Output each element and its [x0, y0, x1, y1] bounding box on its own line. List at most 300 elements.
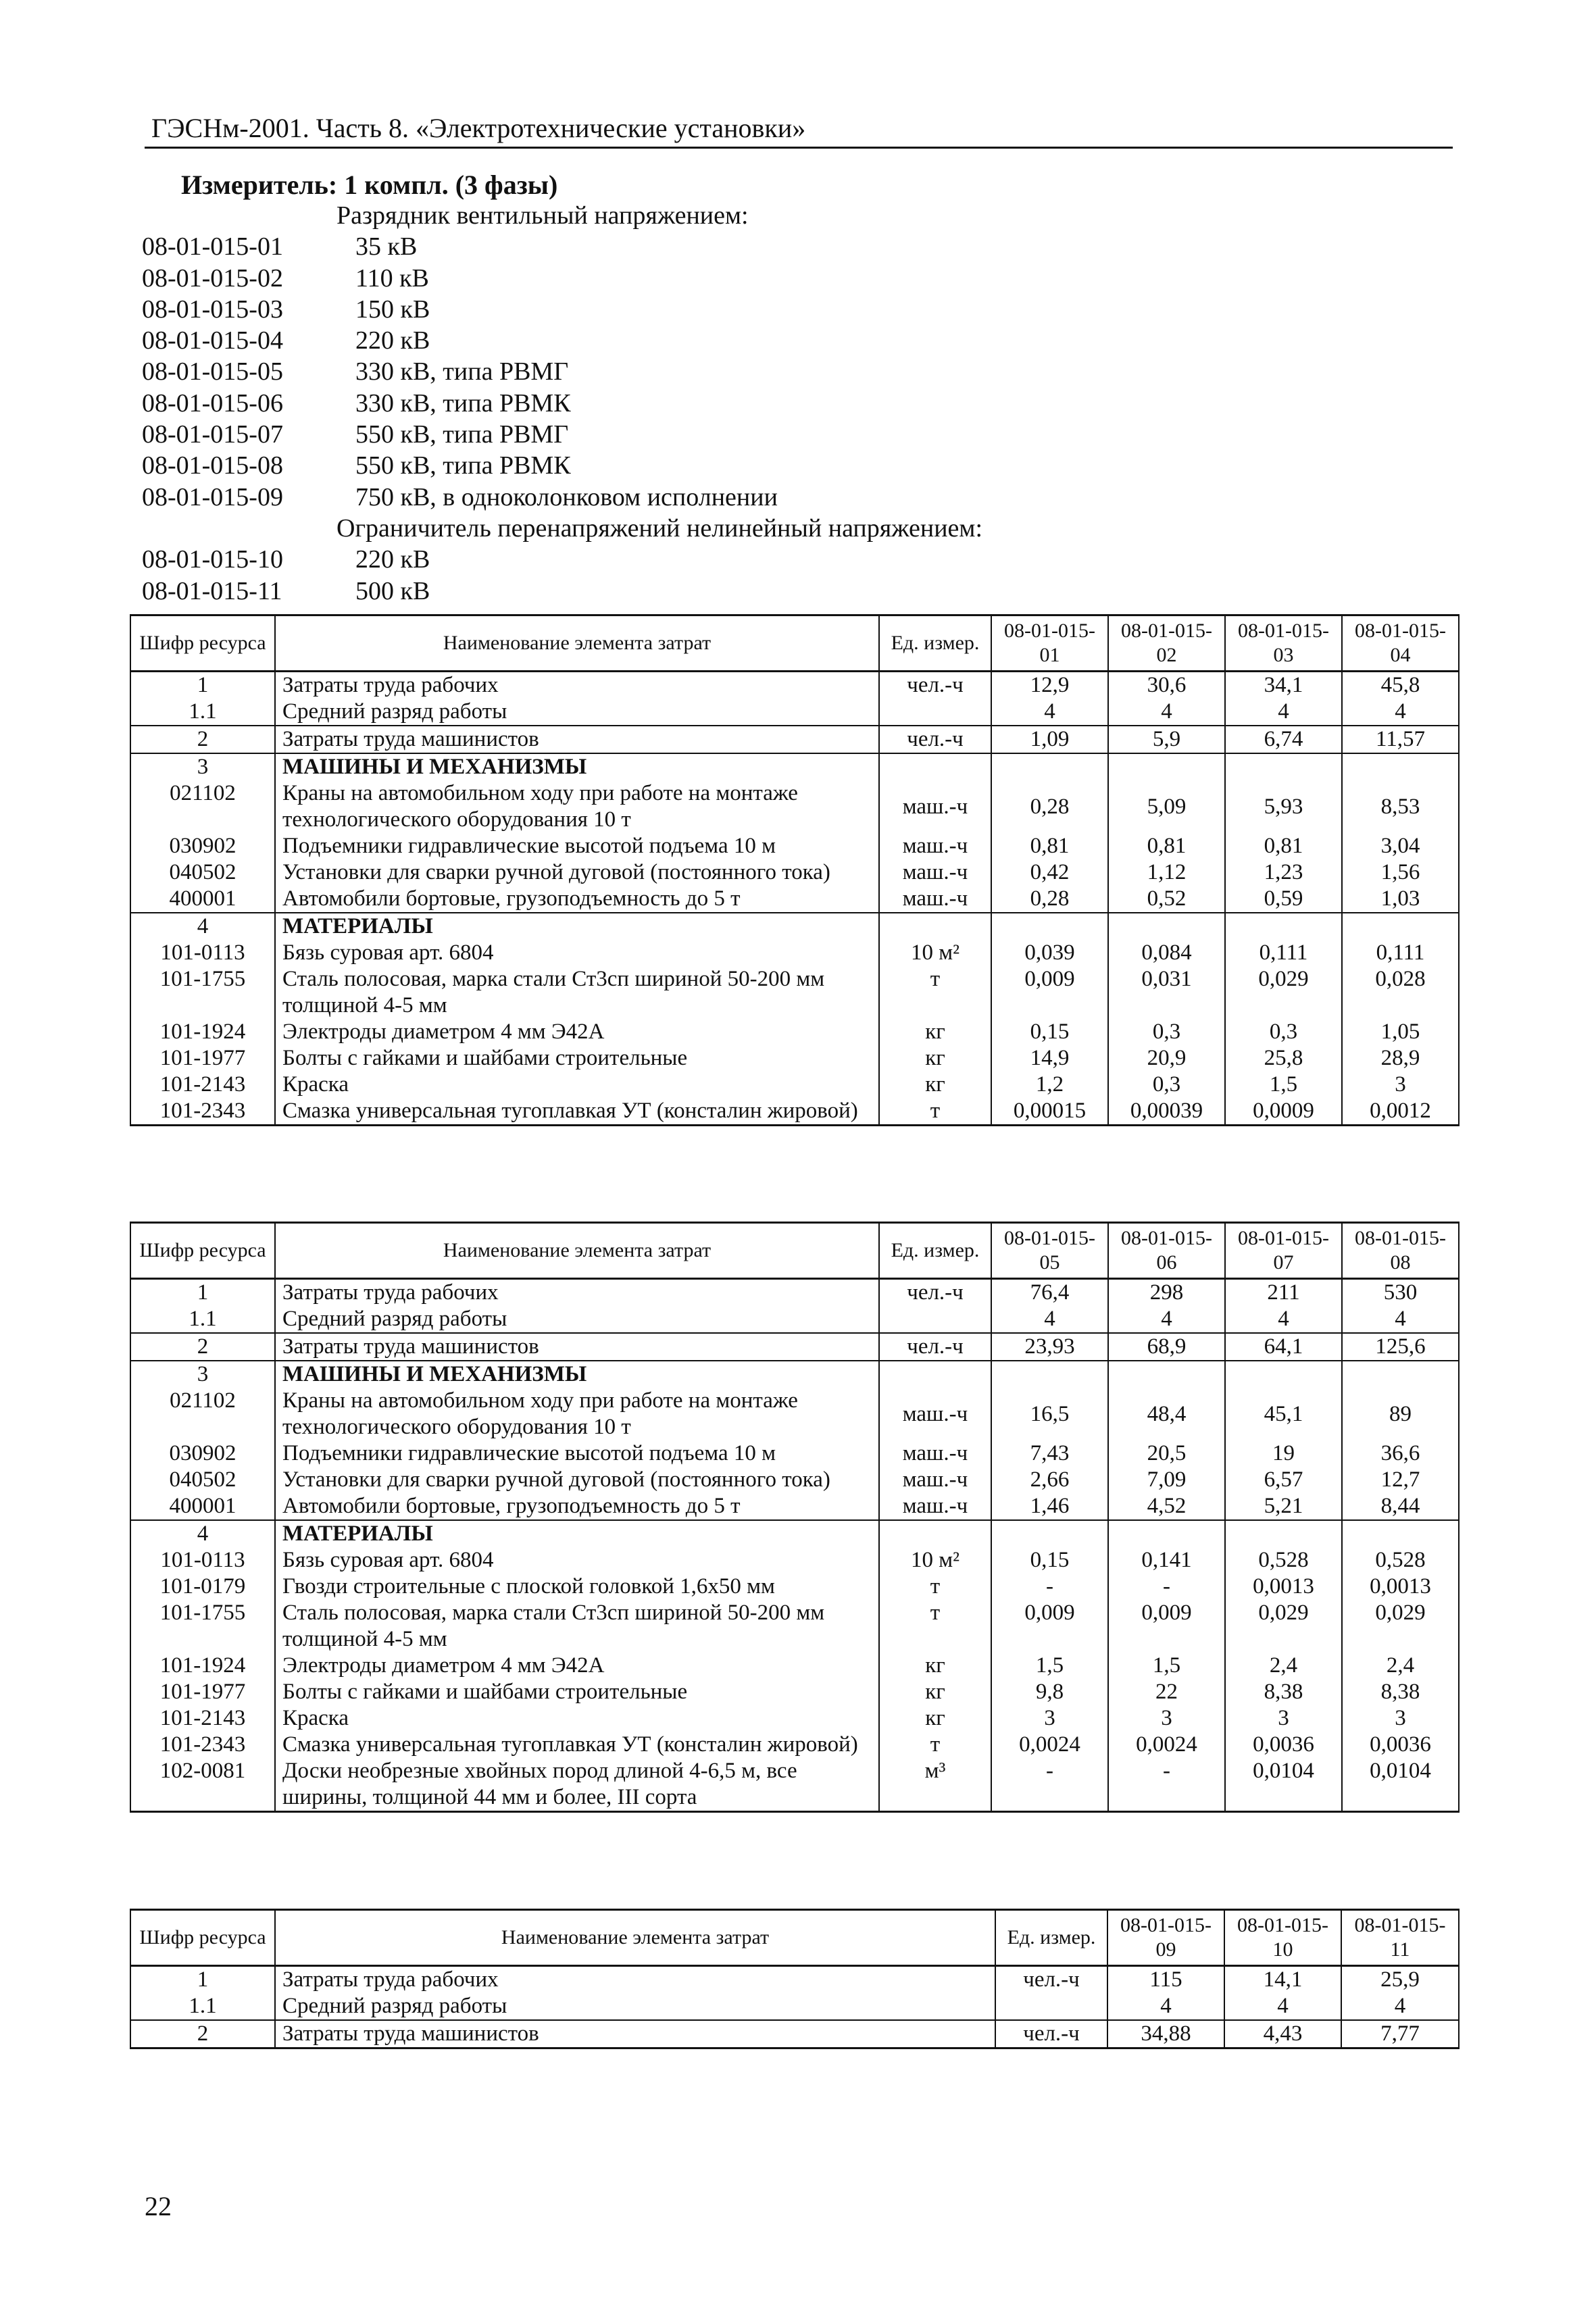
table-row	[130, 966, 1459, 1019]
norm-value: 0,00039	[1108, 1098, 1225, 1126]
norm-value: 5,9	[1108, 726, 1225, 753]
norm-value	[991, 1361, 1108, 1388]
norm-value: 5,21	[1225, 1493, 1342, 1520]
norm-value: 8,53	[1342, 780, 1459, 833]
resource-name: Доски необрезные хвойных пород длиной 4-6,5 м, все ширины, толщиной 44 мм и более, III сорта	[275, 1758, 879, 1812]
header-unit: Ед. измер.	[879, 615, 991, 672]
unit: чел.-ч	[879, 672, 991, 699]
resource-code: 101-1977	[130, 1679, 275, 1705]
resource-code: 3	[130, 753, 275, 780]
norm-value: 298	[1108, 1279, 1225, 1307]
table-row	[130, 1732, 1459, 1758]
norm-value	[1225, 1520, 1342, 1547]
unit: маш.-ч	[879, 1388, 991, 1440]
unit: маш.-ч	[879, 780, 991, 833]
code-id: 08-01-015-05	[142, 357, 283, 386]
table-row	[130, 1679, 1459, 1705]
norm-value: 0,0013	[1225, 1574, 1342, 1600]
norm-value: 16,5	[991, 1388, 1108, 1440]
norm-value: 68,9	[1108, 1333, 1225, 1361]
table-row	[130, 1388, 1459, 1440]
resource-code: 040502	[130, 859, 275, 886]
norm-value: 1,46	[991, 1493, 1108, 1520]
norm-value: -	[991, 1758, 1108, 1812]
norm-value: 4	[1108, 1306, 1225, 1333]
code-id: 08-01-015-01	[142, 232, 283, 261]
table-row	[130, 1574, 1459, 1600]
unit: кг	[879, 1045, 991, 1072]
resource-code: 101-0179	[130, 1574, 275, 1600]
resource-name: Средний разряд работы	[275, 1993, 995, 2020]
norm-value: 0,0009	[1225, 1098, 1342, 1126]
unit: чел.-ч	[879, 1279, 991, 1307]
norm-value: 0,028	[1342, 966, 1459, 1019]
code-group-title: Ограничитель перенапряжений нелинейный напряжением:	[336, 513, 983, 543]
norm-value: 4,43	[1224, 2020, 1341, 2048]
norm-value: 23,93	[991, 1333, 1108, 1361]
header-unit: Ед. измер.	[879, 1223, 991, 1279]
resource-name: Болты с гайками и шайбами строительные	[275, 1679, 879, 1705]
table-row	[130, 1966, 1459, 1994]
norm-value: 0,28	[991, 780, 1108, 833]
norm-value: 48,4	[1108, 1388, 1225, 1440]
norm-value	[1108, 753, 1225, 780]
unit: кг	[879, 1072, 991, 1098]
norm-value: 0,141	[1108, 1547, 1225, 1574]
table-row	[130, 913, 1459, 940]
norm-value: 2,4	[1225, 1653, 1342, 1679]
table-header-row	[130, 615, 1459, 672]
norm-value: 1,09	[991, 726, 1108, 753]
code-id: 08-01-015-06	[142, 388, 283, 418]
norm-value: 0,59	[1225, 886, 1342, 913]
norm-value: 4,52	[1108, 1493, 1225, 1520]
unit: чел.-ч	[879, 1333, 991, 1361]
header-norm-code: 08-01-015-03	[1225, 615, 1342, 672]
code-description: 220 кВ	[355, 326, 430, 355]
norm-value: 19	[1225, 1440, 1342, 1467]
table-row	[130, 1600, 1459, 1653]
table-row	[130, 672, 1459, 699]
norm-value: 115	[1107, 1966, 1224, 1994]
resource-name: МАШИНЫ И МЕХАНИЗМЫ	[275, 753, 879, 780]
norm-value: 0,15	[991, 1019, 1108, 1045]
resource-name: Смазка универсальная тугоплавкая УТ (консталин жировой)	[275, 1732, 879, 1758]
code-description: 550 кВ, типа РВМГ	[355, 420, 569, 449]
resource-code: 101-0113	[130, 1547, 275, 1574]
norm-value: 0,009	[1108, 1600, 1225, 1653]
unit: кг	[879, 1679, 991, 1705]
norm-value: 0,0036	[1342, 1732, 1459, 1758]
norm-value: 0,15	[991, 1547, 1108, 1574]
code-description: 750 кВ, в одноколонковом исполнении	[355, 482, 778, 511]
norm-value: 36,6	[1342, 1440, 1459, 1467]
norm-value: 0,029	[1225, 1600, 1342, 1653]
norm-value: 0,3	[1108, 1072, 1225, 1098]
table-row	[130, 1361, 1459, 1388]
resource-name: Автомобили бортовые, грузоподъемность до 5 т	[275, 886, 879, 913]
table-row	[130, 753, 1459, 780]
table-row	[130, 1440, 1459, 1467]
norm-value: 4	[991, 699, 1108, 726]
table-row	[130, 859, 1459, 886]
norm-value: -	[1108, 1574, 1225, 1600]
norm-value: 1,2	[991, 1072, 1108, 1098]
resource-code: 021102	[130, 1388, 275, 1440]
unit: маш.-ч	[879, 1440, 991, 1467]
code-id: 08-01-015-07	[142, 420, 283, 449]
header-name: Наименование элемента затрат	[275, 1223, 879, 1279]
resource-name: Болты с гайками и шайбами строительные	[275, 1045, 879, 1072]
norm-value: 5,09	[1108, 780, 1225, 833]
norm-value: 28,9	[1342, 1045, 1459, 1072]
norm-value	[1342, 913, 1459, 940]
resource-code: 2	[130, 1333, 275, 1361]
header-name: Наименование элемента затрат	[275, 1910, 995, 1966]
norm-value: 4	[1342, 1306, 1459, 1333]
resource-table-3	[130, 1909, 1460, 2049]
resource-code: 101-1755	[130, 1600, 275, 1653]
resource-code: 030902	[130, 833, 275, 859]
unit: чел.-ч	[995, 2020, 1107, 2048]
norm-value: 1,56	[1342, 859, 1459, 886]
unit: чел.-ч	[995, 1966, 1107, 1994]
norm-value: 25,8	[1225, 1045, 1342, 1072]
resource-code: 1.1	[130, 1993, 275, 2020]
norm-value: 45,1	[1225, 1388, 1342, 1440]
unit: маш.-ч	[879, 1493, 991, 1520]
norm-value: 3	[1342, 1705, 1459, 1732]
norm-value: 211	[1225, 1279, 1342, 1307]
resource-name: Бязь суровая арт. 6804	[275, 1547, 879, 1574]
norm-value: 3	[991, 1705, 1108, 1732]
resource-code: 101-1924	[130, 1653, 275, 1679]
resource-code: 101-1924	[130, 1019, 275, 1045]
resource-table-1	[130, 614, 1460, 1126]
norm-value: 76,4	[991, 1279, 1108, 1307]
resource-code: 1.1	[130, 699, 275, 726]
resource-name: МАТЕРИАЛЫ	[275, 1520, 879, 1547]
unit: маш.-ч	[879, 859, 991, 886]
norm-value: 0,0024	[991, 1732, 1108, 1758]
resource-code: 1.1	[130, 1306, 275, 1333]
code-description: 330 кВ, типа РВМК	[355, 388, 571, 418]
header-norm-code: 08-01-015-05	[991, 1223, 1108, 1279]
resource-name: МАТЕРИАЛЫ	[275, 913, 879, 940]
norm-value: 12,9	[991, 672, 1108, 699]
norm-value: 0,81	[991, 833, 1108, 859]
resource-name: Затраты труда рабочих	[275, 1279, 879, 1307]
unit: т	[879, 1732, 991, 1758]
table-row	[130, 2020, 1459, 2048]
resource-name: Бязь суровая арт. 6804	[275, 940, 879, 966]
resource-name: Гвозди строительные с плоской головкой 1,6х50 мм	[275, 1574, 879, 1600]
unit: т	[879, 1574, 991, 1600]
norm-value: 0,00015	[991, 1098, 1108, 1126]
norm-value: 4	[1225, 699, 1342, 726]
unit	[879, 1520, 991, 1547]
resource-code: 1	[130, 672, 275, 699]
code-id: 08-01-015-08	[142, 451, 283, 480]
code-id: 08-01-015-04	[142, 326, 283, 355]
resource-name: Затраты труда рабочих	[275, 1966, 995, 1994]
norm-value: 6,57	[1225, 1467, 1342, 1493]
code-description: 500 кВ	[355, 576, 430, 605]
resource-name: Подъемники гидравлические высотой подъема 10 м	[275, 833, 879, 859]
unit: кг	[879, 1705, 991, 1732]
header-unit: Ед. измер.	[995, 1910, 1107, 1966]
table-row	[130, 1306, 1459, 1333]
norm-value: 0,528	[1342, 1547, 1459, 1574]
table-row	[130, 1045, 1459, 1072]
norm-value: 4	[1225, 1306, 1342, 1333]
resource-code: 102-0081	[130, 1758, 275, 1812]
unit	[879, 1306, 991, 1333]
resource-name: Автомобили бортовые, грузоподъемность до 5 т	[275, 1493, 879, 1520]
unit: т	[879, 966, 991, 1019]
header-norm-code: 08-01-015-08	[1342, 1223, 1459, 1279]
resource-code: 101-0113	[130, 940, 275, 966]
norm-value: 4	[1342, 699, 1459, 726]
table-row	[130, 1758, 1459, 1812]
unit	[879, 913, 991, 940]
resource-name: Затраты труда машинистов	[275, 2020, 995, 2048]
unit: м³	[879, 1758, 991, 1812]
unit: маш.-ч	[879, 1467, 991, 1493]
unit: маш.-ч	[879, 833, 991, 859]
resource-name: Краны на автомобильном ходу при работе на монтаже технологического оборудования 10 т	[275, 1388, 879, 1440]
norm-value	[1342, 1361, 1459, 1388]
norm-value: 4	[1108, 699, 1225, 726]
norm-value: 6,74	[1225, 726, 1342, 753]
norm-value	[1108, 1361, 1225, 1388]
code-id: 08-01-015-11	[142, 576, 282, 605]
norm-value: -	[1108, 1758, 1225, 1812]
unit: чел.-ч	[879, 726, 991, 753]
norm-value: 4	[991, 1306, 1108, 1333]
unit: кг	[879, 1653, 991, 1679]
norm-value	[1342, 1520, 1459, 1547]
resource-code: 4	[130, 1520, 275, 1547]
resource-code: 101-1755	[130, 966, 275, 1019]
norm-value: 0,0036	[1225, 1732, 1342, 1758]
norm-value: 9,8	[991, 1679, 1108, 1705]
table-row	[130, 1493, 1459, 1520]
resource-name: МАШИНЫ И МЕХАНИЗМЫ	[275, 1361, 879, 1388]
resource-name: Подъемники гидравлические высотой подъема 10 м	[275, 1440, 879, 1467]
header-rule	[145, 147, 1453, 149]
norm-value: 0,111	[1225, 940, 1342, 966]
resource-code: 021102	[130, 780, 275, 833]
norm-value: 7,09	[1108, 1467, 1225, 1493]
table-header-row	[130, 1223, 1459, 1279]
header-norm-code: 08-01-015-02	[1108, 615, 1225, 672]
resource-name: Установки для сварки ручной дуговой (постоянного тока)	[275, 1467, 879, 1493]
norm-value: 0,81	[1225, 833, 1342, 859]
norm-value: 3,04	[1342, 833, 1459, 859]
norm-value	[1108, 1520, 1225, 1547]
norm-value: 20,9	[1108, 1045, 1225, 1072]
norm-value: 1,03	[1342, 886, 1459, 913]
unit	[879, 753, 991, 780]
table-row	[130, 1072, 1459, 1098]
resource-name: Смазка универсальная тугоплавкая УТ (консталин жировой)	[275, 1098, 879, 1126]
code-id: 08-01-015-09	[142, 482, 283, 511]
norm-value: -	[991, 1574, 1108, 1600]
resource-code: 101-2343	[130, 1098, 275, 1126]
header-norm-code: 08-01-015-01	[991, 615, 1108, 672]
norm-value: 22	[1108, 1679, 1225, 1705]
norm-value: 0,111	[1342, 940, 1459, 966]
norm-value: 5,93	[1225, 780, 1342, 833]
resource-code: 1	[130, 1279, 275, 1307]
norm-value: 45,8	[1342, 672, 1459, 699]
table-row	[130, 940, 1459, 966]
norm-value: 0,009	[991, 966, 1108, 1019]
unit: маш.-ч	[879, 886, 991, 913]
table-row	[130, 1333, 1459, 1361]
resource-code: 101-1977	[130, 1045, 275, 1072]
resource-code: 101-2143	[130, 1072, 275, 1098]
resource-code: 101-2343	[130, 1732, 275, 1758]
norm-value: 3	[1342, 1072, 1459, 1098]
table-row	[130, 1653, 1459, 1679]
norm-value: 0,031	[1108, 966, 1225, 1019]
table-row	[130, 699, 1459, 726]
code-description: 110 кВ	[355, 263, 429, 293]
norm-value: 0,528	[1225, 1547, 1342, 1574]
resource-name: Средний разряд работы	[275, 1306, 879, 1333]
table-row	[130, 1547, 1459, 1574]
header-name: Наименование элемента затрат	[275, 615, 879, 672]
resource-name: Установки для сварки ручной дуговой (постоянного тока)	[275, 859, 879, 886]
table-row	[130, 1705, 1459, 1732]
table-row	[130, 886, 1459, 913]
code-description: 35 кВ	[355, 232, 418, 261]
norm-value: 14,1	[1224, 1966, 1341, 1994]
code-id: 08-01-015-10	[142, 545, 283, 574]
norm-value: 3	[1225, 1705, 1342, 1732]
resource-code: 4	[130, 913, 275, 940]
resource-name: Краны на автомобильном ходу при работе на монтаже технологического оборудования 10 т	[275, 780, 879, 833]
table-row	[130, 1279, 1459, 1307]
norm-value: 64,1	[1225, 1333, 1342, 1361]
unit: т	[879, 1600, 991, 1653]
unit: т	[879, 1098, 991, 1126]
resource-code: 400001	[130, 886, 275, 913]
norm-value: 1,5	[1108, 1653, 1225, 1679]
resource-name: Сталь полосовая, марка стали Ст3сп шириной 50-200 мм толщиной 4-5 мм	[275, 966, 879, 1019]
norm-value: 1,5	[1225, 1072, 1342, 1098]
norm-value: 0,029	[1342, 1600, 1459, 1653]
table-row	[130, 726, 1459, 753]
norm-value: 0,009	[991, 1600, 1108, 1653]
norm-value: 3	[1108, 1705, 1225, 1732]
norm-value: 14,9	[991, 1045, 1108, 1072]
resource-code: 400001	[130, 1493, 275, 1520]
norm-value: 30,6	[1108, 672, 1225, 699]
norm-value: 0,0012	[1342, 1098, 1459, 1126]
table-header-row	[130, 1910, 1459, 1966]
norm-value: 0,0104	[1225, 1758, 1342, 1812]
resource-table-2	[130, 1222, 1460, 1813]
norm-value: 2,66	[991, 1467, 1108, 1493]
resource-name: Затраты труда рабочих	[275, 672, 879, 699]
norm-value: 89	[1342, 1388, 1459, 1440]
resource-code: 3	[130, 1361, 275, 1388]
header-norm-code: 08-01-015-11	[1341, 1910, 1459, 1966]
unit: 10 м²	[879, 940, 991, 966]
norm-value: 0,029	[1225, 966, 1342, 1019]
norm-value	[991, 913, 1108, 940]
norm-value: 20,5	[1108, 1440, 1225, 1467]
norm-value	[1108, 913, 1225, 940]
norm-value: 12,7	[1342, 1467, 1459, 1493]
resource-name: Затраты труда машинистов	[275, 726, 879, 753]
code-id: 08-01-015-02	[142, 263, 283, 293]
norm-value: 0,81	[1108, 833, 1225, 859]
norm-value: 1,05	[1342, 1019, 1459, 1045]
norm-value	[1225, 753, 1342, 780]
header-norm-code: 08-01-015-06	[1108, 1223, 1225, 1279]
norm-value: 125,6	[1342, 1333, 1459, 1361]
resource-name: Электроды диаметром 4 мм Э42А	[275, 1653, 879, 1679]
norm-value: 4	[1224, 1993, 1341, 2020]
norm-value: 0,0013	[1342, 1574, 1459, 1600]
norm-value: 25,9	[1341, 1966, 1459, 1994]
header-norm-code: 08-01-015-09	[1107, 1910, 1224, 1966]
resource-code: 040502	[130, 1467, 275, 1493]
norm-value: 0,52	[1108, 886, 1225, 913]
resource-name: Средний разряд работы	[275, 699, 879, 726]
table-row	[130, 1993, 1459, 2020]
header-norm-code: 08-01-015-04	[1342, 615, 1459, 672]
norm-value: 4	[1107, 1993, 1224, 2020]
norm-value	[1342, 753, 1459, 780]
norm-value: 530	[1342, 1279, 1459, 1307]
code-group-title: Разрядник вентильный напряжением:	[336, 201, 749, 230]
norm-value	[991, 753, 1108, 780]
norm-value: 34,88	[1107, 2020, 1224, 2048]
norm-value: 8,38	[1342, 1679, 1459, 1705]
resource-code: 2	[130, 2020, 275, 2048]
norm-value: 0,0104	[1342, 1758, 1459, 1812]
resource-code: 2	[130, 726, 275, 753]
norm-value: 4	[1341, 1993, 1459, 2020]
norm-value: 0,3	[1108, 1019, 1225, 1045]
norm-value: 7,77	[1341, 2020, 1459, 2048]
resource-code: 101-2143	[130, 1705, 275, 1732]
header-norm-code: 08-01-015-10	[1224, 1910, 1341, 1966]
unit	[879, 699, 991, 726]
header-code: Шифр ресурса	[130, 615, 275, 672]
norm-value: 34,1	[1225, 672, 1342, 699]
norm-value: 1,5	[991, 1653, 1108, 1679]
unit	[995, 1993, 1107, 2020]
norm-value: 0,28	[991, 886, 1108, 913]
norm-value	[991, 1520, 1108, 1547]
table-row	[130, 1098, 1459, 1126]
norm-value: 7,43	[991, 1440, 1108, 1467]
resource-name: Затраты труда машинистов	[275, 1333, 879, 1361]
norm-value: 0,42	[991, 859, 1108, 886]
code-description: 220 кВ	[355, 545, 430, 574]
running-header: ГЭСНм-2001. Часть 8. «Электротехнические установки»	[151, 113, 806, 143]
table-row	[130, 1019, 1459, 1045]
resource-code: 030902	[130, 1440, 275, 1467]
resource-name: Краска	[275, 1705, 879, 1732]
resource-name: Краска	[275, 1072, 879, 1098]
